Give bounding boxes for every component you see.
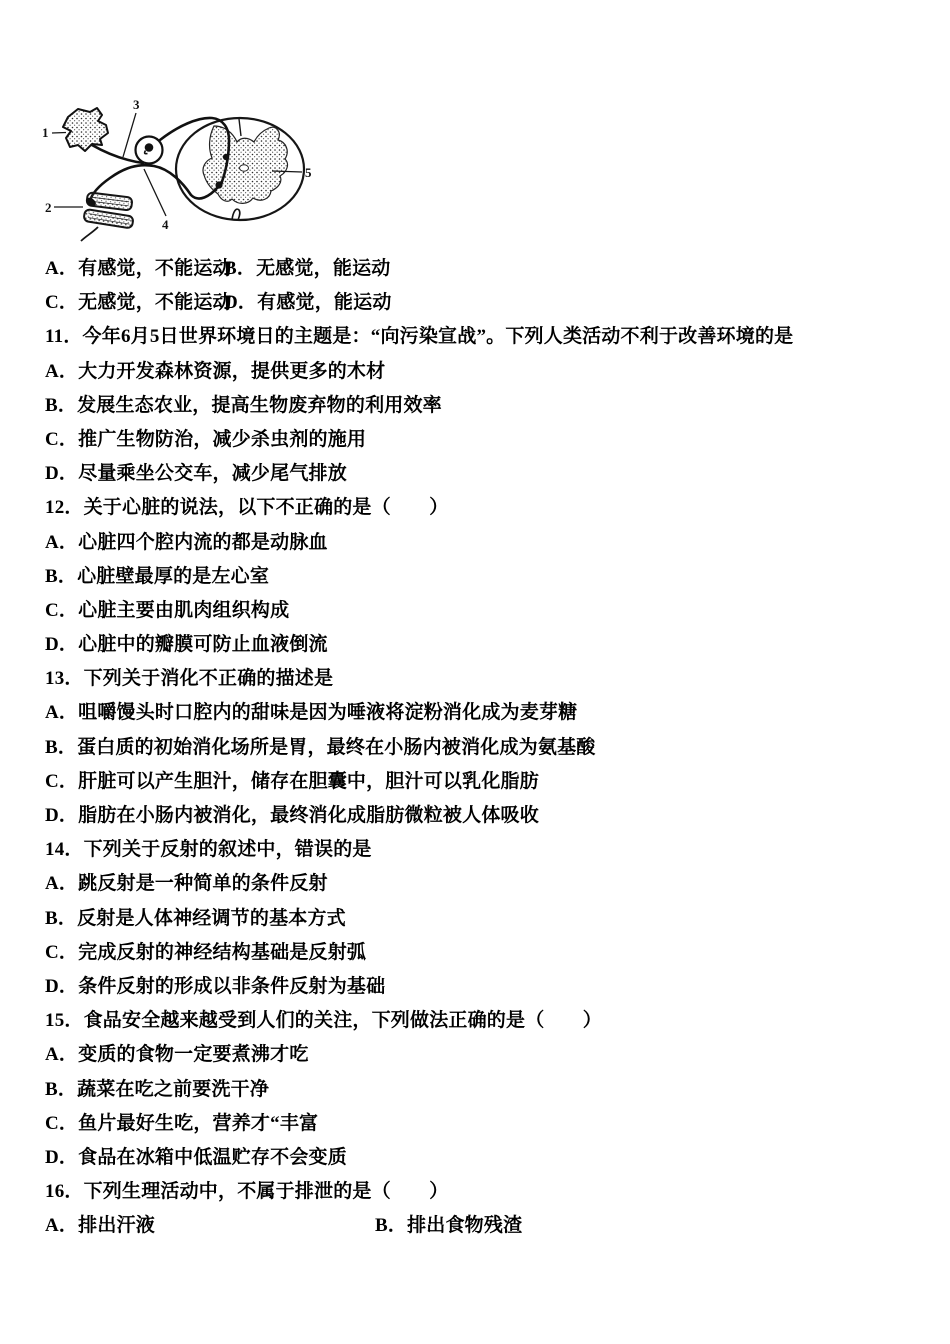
text-segment: B．无感觉，能运动 [224,258,391,279]
figure-label-4: 4 [162,217,169,232]
figure-label-3: 3 [133,97,140,112]
text-line [45,457,930,491]
text-segment: 15．食品安全越来越受到人们的关注，下列做法正确的是（ ） [45,1010,603,1032]
text-line [45,594,930,628]
text-segment: 12．关于心脏的说法，以下不正确的是（ ） [45,497,449,519]
text-segment: B．反射是人体神经调节的基本方式 [45,907,346,929]
figure-label-2: 2 [45,200,52,215]
figure-label-5: 5 [305,165,312,180]
text-segment: C．完成反射的神经结构基础是反射弧 [45,941,367,963]
text-segment: A．变质的食物一定要煮沸才吃 [45,1044,309,1066]
text-segment: D．心脏中的瓣膜可防止血液倒流 [45,634,328,656]
spinal-cord-section [176,118,304,220]
text-line [45,1107,930,1141]
text-segment: B．发展生态农业，提高生物废弃物的利用效率 [45,394,442,416]
text-line [45,970,930,1004]
text-line [45,867,930,901]
text-segment: B．蔬菜在吃之前要洗干净 [45,1078,270,1100]
text-line [45,1141,930,1175]
text-line [45,1073,930,1107]
text-segment: C．无感觉，不能运动 [45,292,232,314]
text-segment: A．咀嚼馒头时口腔内的甜味是因为唾液将淀粉消化成为麦芽糖 [45,702,578,724]
text-line [45,936,930,970]
text-line [45,1004,930,1038]
text-line [45,799,930,833]
text-line [45,662,930,696]
text-segment: C．鱼片最好生吃，营养才“丰富 [45,1112,319,1134]
text-line [45,423,930,457]
text-line [45,628,930,662]
central-canal [240,165,249,171]
reflex-arc-svg [40,95,320,245]
text-line [45,560,930,594]
text-segment: D．有感觉，能运动 [224,292,392,314]
text-segment: B．心脏壁最厚的是左心室 [45,565,270,587]
text-line [45,765,930,799]
text-line [45,526,930,560]
text-line [45,252,930,286]
ganglion [136,137,163,164]
text-segment: D．食品在冰箱中低温贮存不会变质 [45,1146,347,1168]
text-line [45,1175,930,1209]
text-segment: B．蛋白质的初始消化场所是胃，最终在小肠内被消化成为氨基酸 [45,736,596,758]
text-segment: 13．下列关于消化不正确的描述是 [45,668,334,690]
figure-label-1: 1 [42,125,49,140]
text-line [45,833,930,867]
text-segment: A．有感觉，不能运动 [45,258,232,279]
text-line [45,731,930,765]
text-line [45,286,930,320]
text-line [45,1038,930,1072]
text-segment: A．大力开发森林资源，提供更多的木材 [45,360,386,382]
text-segment: B．排出食物残渣 [375,1215,523,1237]
text-segment: A．跳反射是一种简单的条件反射 [45,873,328,895]
text-segment: D．尽量乘坐公交车，减少尾气排放 [45,463,347,485]
question-text-block [45,252,930,1243]
text-segment: C．肝脏可以产生胆汁，储存在胆囊中，胆汁可以乳化脂肪 [45,770,539,792]
text-segment: 14．下列关于反射的叙述中，错误的是 [45,839,372,861]
muscle [81,192,134,241]
text-segment: A．排出汗液 [45,1215,155,1237]
text-line [45,902,930,936]
text-segment: 16．下列生理活动中，不属于排泄的是（ ） [45,1181,449,1203]
text-segment: 11．今年6月5日世界环境日的主题是：“向污染宣战”。下列人类活动不利于改善环境的是 [45,326,794,348]
text-segment: C．推广生物防治，减少杀虫剂的施用 [45,428,367,450]
text-segment: C．心脏主要由肌肉组织构成 [45,599,290,621]
reflex-arc-figure [40,95,320,245]
text-line [45,491,930,525]
text-line [45,1209,930,1243]
skin-patch [63,108,108,151]
text-line [45,355,930,389]
text-line [45,389,930,423]
text-segment: A．心脏四个腔内流的都是动脉血 [45,531,328,553]
text-segment: D．条件反射的形成以非条件反射为基础 [45,975,386,997]
text-line [45,696,930,730]
text-line [45,320,930,354]
text-segment: D．脂肪在小肠内被消化，最终消化成脂肪微粒被人体吸收 [45,805,539,826]
